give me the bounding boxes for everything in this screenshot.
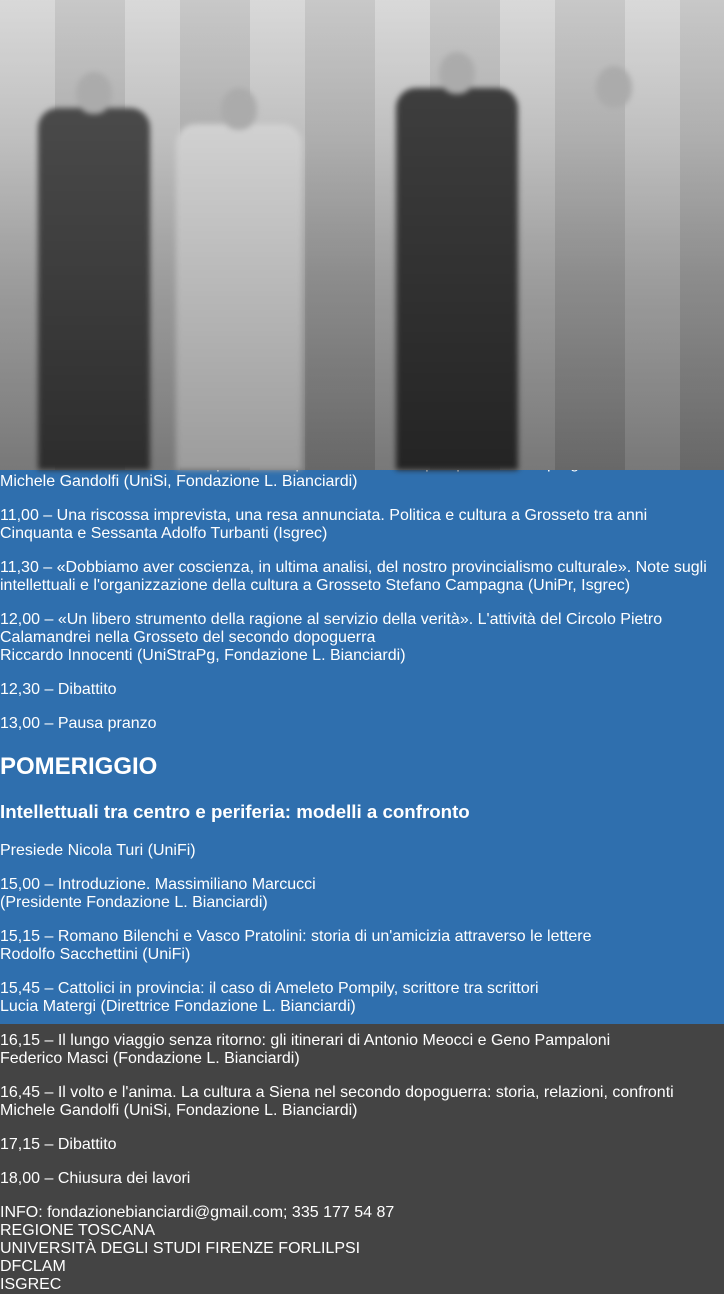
- schedule-segment-time: 11,00: [0, 507, 39, 525]
- schedule-segment-ital: Cattolici in provincia: il caso di Ameleto Pompily, scrittore tra scrittori: [57, 979, 539, 997]
- photo-figure: [396, 88, 518, 470]
- unifi-label: FIRENZE: [205, 1239, 274, 1257]
- regione-toscana-label: TOSCANA: [77, 1221, 156, 1239]
- schedule-segment-plain: –: [40, 1031, 58, 1049]
- schedule-item: [0, 611, 724, 665]
- schedule-segment-ital: Il volto e l'anima. La cultura a Siena nel secondo dopoguerra: storia, relazioni, confronti: [57, 1083, 674, 1101]
- schedule-segment-time: 16,15: [0, 1031, 41, 1049]
- contact-info: INFO: fondazionebianciardi@gmail.com; 335 177 54 87: [0, 1203, 395, 1221]
- schedule-segment-plain: –: [38, 559, 57, 577]
- forlilpsi-label: FORLILPSI: [278, 1239, 361, 1257]
- schedule-segment-ital: Il lungo viaggio senza ritorno: gli itinerari di Antonio Meocci e Geno Pampaloni: [57, 1031, 611, 1049]
- schedule-segment-name: – Dibattito: [40, 1135, 117, 1153]
- schedule-segment-plain: –: [40, 1083, 58, 1101]
- schedule-item: [0, 715, 724, 733]
- schedule-item: [0, 928, 724, 964]
- schedule-segment-time: 15,00: [0, 875, 41, 893]
- event-photo: [0, 0, 724, 470]
- isgrec-label: ISGREC: [0, 1275, 62, 1293]
- photo-figure-head: [596, 66, 632, 108]
- afternoon-schedule: [0, 876, 724, 1188]
- afternoon-session-title: Intellettuali tra centro e periferia: modelli a confronto: [0, 801, 470, 823]
- photo-figures: [0, 0, 724, 470]
- regione-toscana-label: REGIONE: [0, 1221, 74, 1239]
- photo-figure-head: [76, 72, 112, 114]
- isgrec-logo: [0, 1276, 724, 1294]
- schedule-segment-name: Michele Gandolfi (UniSi, Fondazione L. Bianciardi): [0, 1101, 358, 1119]
- schedule-segment-time: 12,00: [0, 611, 41, 629]
- schedule-segment-plain: –: [38, 507, 57, 525]
- schedule-segment-plain: –: [40, 979, 58, 997]
- afternoon-chair: Presiede Nicola Turi (UniFi): [0, 841, 196, 859]
- regione-toscana-logo: [0, 1222, 724, 1240]
- schedule-segment-name: Federico Masci (Fondazione L. Bianciardi): [0, 1049, 300, 1067]
- schedule-segment-ital: Una riscossa imprevista, una resa annunciata. Politica e cultura a Grosseto tra anni Cinquanta e Sessanta: [0, 507, 648, 543]
- schedule-segment-name: Rodolfo Sacchettini (UniFi): [0, 945, 191, 963]
- dfclam-logo: DFCLAM: [0, 1257, 66, 1275]
- schedule-segment-name: Michele Gandolfi (UniSi, Fondazione L. Bianciardi): [0, 473, 358, 491]
- footer: [0, 1204, 724, 1294]
- schedule-segment-name: – Pausa pranzo: [40, 715, 157, 733]
- schedule-item: [0, 1170, 724, 1188]
- schedule-item: [0, 980, 724, 1016]
- schedule-segment-time: 18,00: [0, 1169, 41, 1187]
- schedule-segment-name: Stefano Campagna (UniPr, Isgrec): [381, 577, 631, 595]
- partner-logos: [0, 1222, 724, 1294]
- schedule-segment-name: Lucia Matergi (Direttrice Fondazione L. Bianciardi): [0, 997, 356, 1015]
- afternoon-program-panel: [0, 753, 724, 1188]
- photo-figure-head: [221, 88, 257, 130]
- schedule-segment-name: (Presidente Fondazione L. Bianciardi): [0, 893, 268, 911]
- universita-firenze-logo: [0, 1240, 724, 1258]
- schedule-segment-plain: –: [40, 927, 58, 945]
- unifi-label: UNIVERSITÀ: [0, 1239, 97, 1257]
- schedule-segment-ital: Romano Bilenchi e Vasco Pratolini: storia di un'amicizia attraverso le lettere: [57, 927, 592, 945]
- photo-figure: [38, 108, 150, 470]
- schedule-segment-time: 17,15: [0, 1135, 41, 1153]
- schedule-item: [0, 1084, 724, 1120]
- schedule-segment-ital: «Dobbiamo aver coscienza, in ultima analisi, del nostro provincialismo culturale». Note sugli intellettuali e l'organizzazione della cultura a Grosseto: [0, 559, 707, 595]
- afternoon-heading: POMERIGGIO: [0, 753, 158, 781]
- schedule-item: [0, 681, 724, 699]
- schedule-segment-ital: «Un libero strumento della ragione al servizio della verità». L'attività del Circolo Pietro Calamandrei nella Grosseto del secondo dopoguerra: [0, 611, 663, 647]
- schedule-segment-time: 15,15: [0, 927, 41, 945]
- schedule-item: [0, 559, 724, 595]
- schedule-segment-name: – Dibattito: [40, 681, 117, 699]
- photo-figure: [548, 102, 680, 470]
- schedule-item: [0, 1136, 724, 1154]
- schedule-segment-plain: –: [40, 611, 58, 629]
- schedule-segment-name: Riccardo Innocenti (UniStraPg, Fondazione L. Bianciardi): [0, 647, 406, 665]
- schedule-item: [0, 876, 724, 912]
- photo-figure-head: [439, 52, 475, 94]
- schedule-item: [0, 507, 724, 543]
- schedule-segment-time: 15,45: [0, 979, 41, 997]
- schedule-segment-name: Adolfo Turbanti (Isgrec): [157, 525, 328, 543]
- schedule-segment-name: – Introduzione. Massimiliano Marcucci: [40, 875, 316, 893]
- schedule-segment-time: 11,30: [0, 559, 39, 577]
- schedule-item: [0, 1032, 724, 1068]
- unifi-label: DEGLI STUDI: [100, 1239, 201, 1257]
- schedule-segment-time: 16,45: [0, 1083, 41, 1101]
- photo-figure: [176, 124, 302, 470]
- schedule-segment-time: 12,30: [0, 681, 41, 699]
- schedule-segment-time: 13,00: [0, 715, 41, 733]
- schedule-segment-name: – Chiusura dei lavori: [40, 1169, 191, 1187]
